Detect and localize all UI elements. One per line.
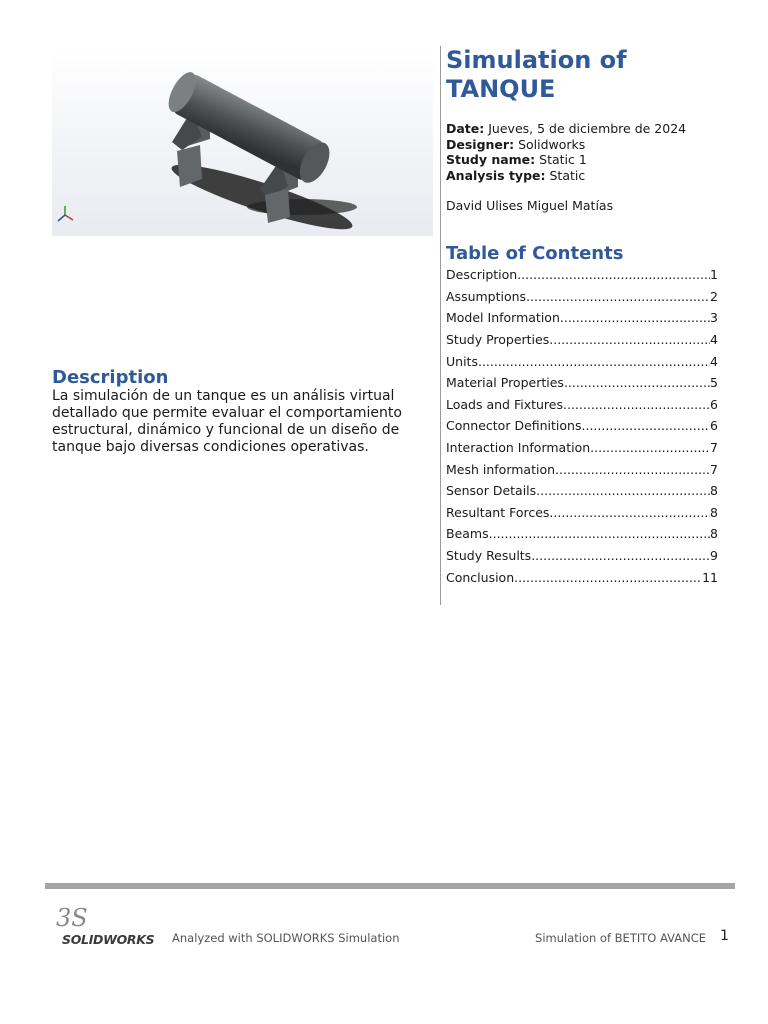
- designer-label: Designer:: [446, 136, 515, 152]
- analysis-value: Static: [549, 167, 586, 183]
- footer-document-name: Simulation of BETITO AVANCE: [535, 931, 706, 945]
- toc-item-page: 7: [710, 461, 718, 477]
- toc-item-page: 3: [710, 310, 718, 326]
- study-value: Static 1: [539, 152, 587, 167]
- toc-item-page: 11: [702, 569, 718, 585]
- toc-item-label: Interaction Information: [446, 440, 591, 456]
- toc-item-loads-fixtures[interactable]: [446, 394, 718, 416]
- toc-item-page: 4: [710, 353, 718, 369]
- toc-item-label: Sensor Details: [446, 483, 537, 499]
- toc-item-page: 4: [710, 332, 718, 348]
- page-number: 1: [720, 928, 729, 944]
- table-of-contents: [446, 264, 718, 588]
- description-text: La simulación de un tanque es un análisis virtual detallado que permite evaluar el comportamiento estructural, dinámico y funcional de un diseño de tanque bajo diversas condiciones operativas.: [52, 388, 402, 455]
- toc-item-mesh-information[interactable]: [446, 458, 718, 480]
- study-label: Study name:: [446, 152, 536, 167]
- toc-item-label: Study Properties: [446, 332, 550, 348]
- date-label: Date:: [446, 121, 485, 136]
- toc-item-label: Mesh information: [446, 461, 556, 477]
- toc-heading: Table of Contents: [446, 243, 624, 264]
- meta-analysis: [446, 168, 686, 184]
- toc-item-page: 1: [710, 267, 718, 283]
- toc-item-page: 6: [710, 418, 718, 434]
- toc-item-page: 6: [710, 396, 718, 412]
- date-value: Jueves, 5 de diciembre de 2024: [488, 121, 687, 136]
- toc-item-study-properties[interactable]: [446, 329, 718, 351]
- toc-item-label: Model Information: [446, 310, 560, 326]
- toc-item-page: 9: [710, 548, 718, 564]
- footer-rule: [45, 883, 735, 889]
- toc-item-page: 7: [710, 440, 718, 456]
- toc-item-assumptions[interactable]: [446, 286, 718, 308]
- toc-item-material-properties[interactable]: [446, 372, 718, 394]
- toc-item-label: Study Results: [446, 548, 532, 564]
- toc-item-label: Loads and Fixtures: [446, 396, 564, 412]
- toc-item-beams[interactable]: [446, 523, 718, 545]
- toc-item-page: 2: [710, 288, 718, 304]
- toc-item-label: Conclusion: [446, 569, 515, 585]
- toc-item-page: 8: [710, 526, 718, 542]
- analysis-label: Analysis type:: [446, 167, 546, 183]
- toc-item-label: Resultant Forces: [446, 504, 550, 520]
- meta-designer: [446, 137, 686, 153]
- toc-item-page: 8: [710, 504, 718, 520]
- toc-item-connector-definitions[interactable]: [446, 415, 718, 437]
- toc-item-study-results[interactable]: [446, 545, 718, 567]
- footer-analyzed-with: Analyzed with SOLIDWORKS Simulation: [172, 931, 400, 945]
- toc-item-sensor-details[interactable]: [446, 480, 718, 502]
- author-name: David Ulises Miguel Matías: [446, 198, 614, 213]
- axis-triad-icon: [58, 206, 73, 221]
- model-image: [52, 47, 433, 236]
- toc-item-label: Connector Definitions: [446, 418, 582, 434]
- toc-item-resultant-forces[interactable]: [446, 502, 718, 524]
- document-title: [446, 46, 746, 104]
- toc-item-label: Material Properties: [446, 375, 564, 391]
- toc-item-page: 5: [710, 375, 718, 391]
- meta-date: [446, 121, 686, 137]
- toc-item-description[interactable]: [446, 264, 718, 286]
- designer-value: Solidworks: [518, 136, 586, 152]
- toc-item-units[interactable]: [446, 350, 718, 372]
- title-line1: Simulation of: [446, 46, 627, 74]
- description-heading: Description: [52, 367, 169, 388]
- toc-item-page: 8: [710, 483, 718, 499]
- meta-study: [446, 152, 686, 168]
- toc-item-label: Units: [446, 353, 478, 369]
- tank-render: [52, 47, 433, 236]
- toc-item-label: Beams: [446, 526, 489, 542]
- title-line2: TANQUE: [446, 75, 556, 103]
- toc-item-conclusion[interactable]: [446, 566, 718, 588]
- svg-text:3S: 3S: [56, 904, 88, 932]
- toc-item-interaction-information[interactable]: [446, 437, 718, 459]
- solidworks-logo-text: SOLIDWORKS: [62, 932, 155, 947]
- study-meta: [446, 121, 686, 183]
- toc-item-model-information[interactable]: [446, 307, 718, 329]
- toc-item-label: Assumptions: [446, 288, 527, 304]
- column-divider: [440, 46, 441, 605]
- toc-item-label: Description: [446, 267, 518, 283]
